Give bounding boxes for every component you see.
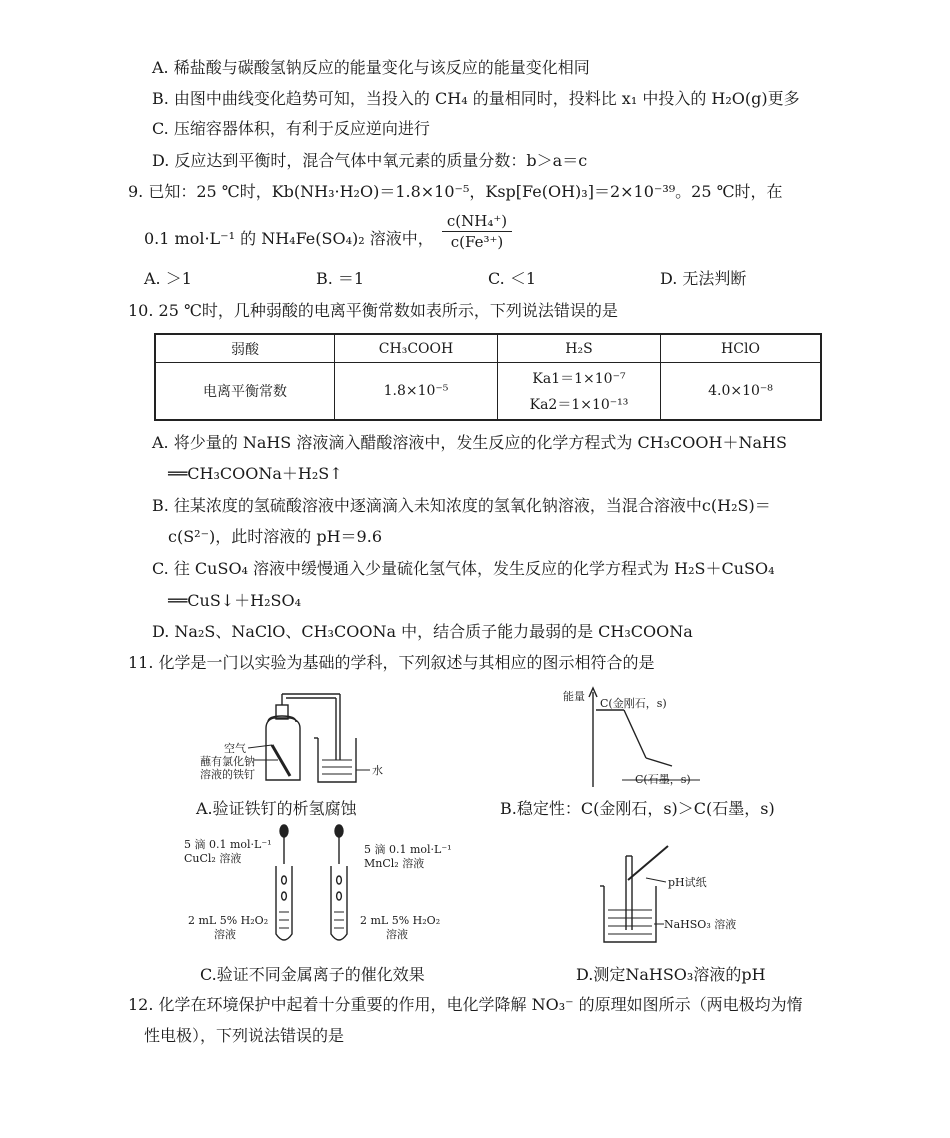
fig-d-label-solution: NaHSO₃ 溶液 bbox=[664, 918, 737, 931]
fig-c-tube2-line1: 2 mL 5% H₂O₂ bbox=[360, 914, 441, 927]
q9-option-d: D. 无法判断 bbox=[660, 269, 747, 288]
q9-fraction-numerator: c(NH₄⁺) bbox=[446, 212, 508, 230]
table-cell-ch3cooh: 1.8×10⁻⁵ bbox=[335, 363, 498, 421]
fig-d-apparatus bbox=[600, 846, 668, 942]
fig-b-ylabel: 能量 bbox=[563, 690, 585, 703]
q8-option-a: A. 稀盐酸与碳酸氢钠反应的能量变化与该反应的能量变化相同 bbox=[152, 58, 590, 77]
fig-c-apparatus bbox=[276, 825, 347, 940]
fig-a-label-nail-2: 溶液的铁钉 bbox=[200, 768, 255, 781]
q9-stem-line2: 0.1 mol·L⁻¹ 的 NH₄Fe(SO₄)₂ 溶液中， bbox=[144, 229, 434, 248]
fig-c-drop2-line2: MnCl₂ 溶液 bbox=[364, 857, 425, 870]
q9-option-a: A. ＞1 bbox=[144, 269, 192, 288]
table-row-label: 电离平衡常数 bbox=[155, 363, 335, 421]
q10-option-c-line1: C. 往 CuSO₄ 溶液中缓慢通入少量硫化氢气体，发生反应的化学方程式为 H₂S＋CuSO₄ bbox=[152, 559, 775, 578]
fig-a-label-air: 空气 bbox=[224, 742, 246, 755]
q9-stem-line1: 9. 已知：25 ℃时，Kb(NH₃·H₂O)＝1.8×10⁻⁵，Ksp[Fe(OH)₃]＝2×10⁻³⁹。25 ℃时，在 bbox=[128, 182, 783, 201]
fig-c-drop1-line2: CuCl₂ 溶液 bbox=[184, 852, 242, 865]
q8-option-d: D. 反应达到平衡时，混合气体中氧元素的质量分数：b＞a＝c bbox=[152, 151, 588, 170]
fig-c-drop1-line1: 5 滴 0.1 mol·L⁻¹ bbox=[184, 838, 272, 851]
table-header-h2s: H₂S bbox=[498, 334, 661, 363]
fig-c-drop2-line1: 5 滴 0.1 mol·L⁻¹ bbox=[364, 843, 452, 856]
fig-a-apparatus bbox=[248, 694, 370, 782]
fig-b-label-graphite: C(石墨，s) bbox=[635, 773, 691, 786]
q10-option-a-line2: ══CH₃COONa＋H₂S↑ bbox=[168, 464, 343, 483]
fig-b-label-diamond: C(金刚石，s) bbox=[600, 697, 667, 710]
table-header-ch3cooh: CH₃COOH bbox=[335, 334, 498, 363]
fig-c-tube1-line2: 溶液 bbox=[214, 928, 236, 941]
q10-option-a-line1: A. 将少量的 NaHS 溶液滴入醋酸溶液中，发生反应的化学方程式为 CH₃COOH＋NaHS bbox=[152, 433, 787, 452]
q8-option-c: C. 压缩容器体积，有利于反应逆向进行 bbox=[152, 119, 430, 138]
fig-d-label-paper: pH试纸 bbox=[668, 876, 707, 889]
q12-stem-line2: 性电极），下列说法错误的是 bbox=[144, 1026, 345, 1045]
fig-c-tube1-line1: 2 mL 5% H₂O₂ bbox=[188, 914, 269, 927]
q10-option-c-line2: ══CuS↓＋H₂SO₄ bbox=[168, 591, 302, 610]
fig-a-label-nail-1: 蘸有氯化钠 bbox=[200, 755, 255, 768]
fig-d-caption: D.测定NaHSO₃溶液的pH bbox=[576, 965, 766, 984]
q10-option-d: D. Na₂S、NaClO、CH₃COONa 中，结合质子能力最弱的是 CH₃COONa bbox=[152, 622, 693, 641]
q10-option-b-line1: B. 往某浓度的氢硫酸溶液中逐滴滴入未知浓度的氢氧化钠溶液，当混合溶液中c(H₂S)＝ bbox=[152, 496, 771, 515]
fig-a-caption: A.验证铁钉的析氢腐蚀 bbox=[196, 799, 357, 818]
table-cell-hclo: 4.0×10⁻⁸ bbox=[661, 363, 822, 421]
q12-stem-line1: 12. 化学在环境保护中起着十分重要的作用，电化学降解 NO₃⁻ 的原理如图所示（两电极均为惰 bbox=[128, 995, 803, 1014]
q8-option-b: B. 由图中曲线变化趋势可知，当投入的 CH₄ 的量相同时，投料比 x₁ 中投入的 H₂O(g)更多 bbox=[152, 89, 800, 108]
fig-c-tube2-line2: 溶液 bbox=[386, 928, 408, 941]
q9-option-c: C. ＜1 bbox=[488, 269, 537, 288]
table-cell-ka2: Ka2＝1×10⁻¹³ bbox=[529, 397, 629, 413]
q9-option-b: B. ＝1 bbox=[316, 269, 365, 288]
fig-a-label-water: 水 bbox=[372, 764, 383, 777]
q9-fraction-denominator: c(Fe³⁺) bbox=[450, 233, 504, 251]
table-header-hclo: HClO bbox=[661, 334, 822, 363]
table-cell-ka1: Ka1＝1×10⁻⁷ bbox=[532, 371, 626, 387]
fig-b-caption: B.稳定性：C(金刚石，s)＞C(石墨，s) bbox=[500, 799, 775, 818]
q10-stem: 10. 25 ℃时，几种弱酸的电离平衡常数如表所示，下列说法错误的是 bbox=[128, 301, 618, 320]
fig-c-caption: C.验证不同金属离子的催化效果 bbox=[200, 965, 425, 984]
table-header-acid: 弱酸 bbox=[155, 334, 335, 363]
q10-option-b-line2: c(S²⁻)，此时溶液的 pH＝9.6 bbox=[168, 527, 382, 546]
q11-stem: 11. 化学是一门以实验为基础的学科，下列叙述与其相应的图示相符合的是 bbox=[128, 653, 655, 672]
